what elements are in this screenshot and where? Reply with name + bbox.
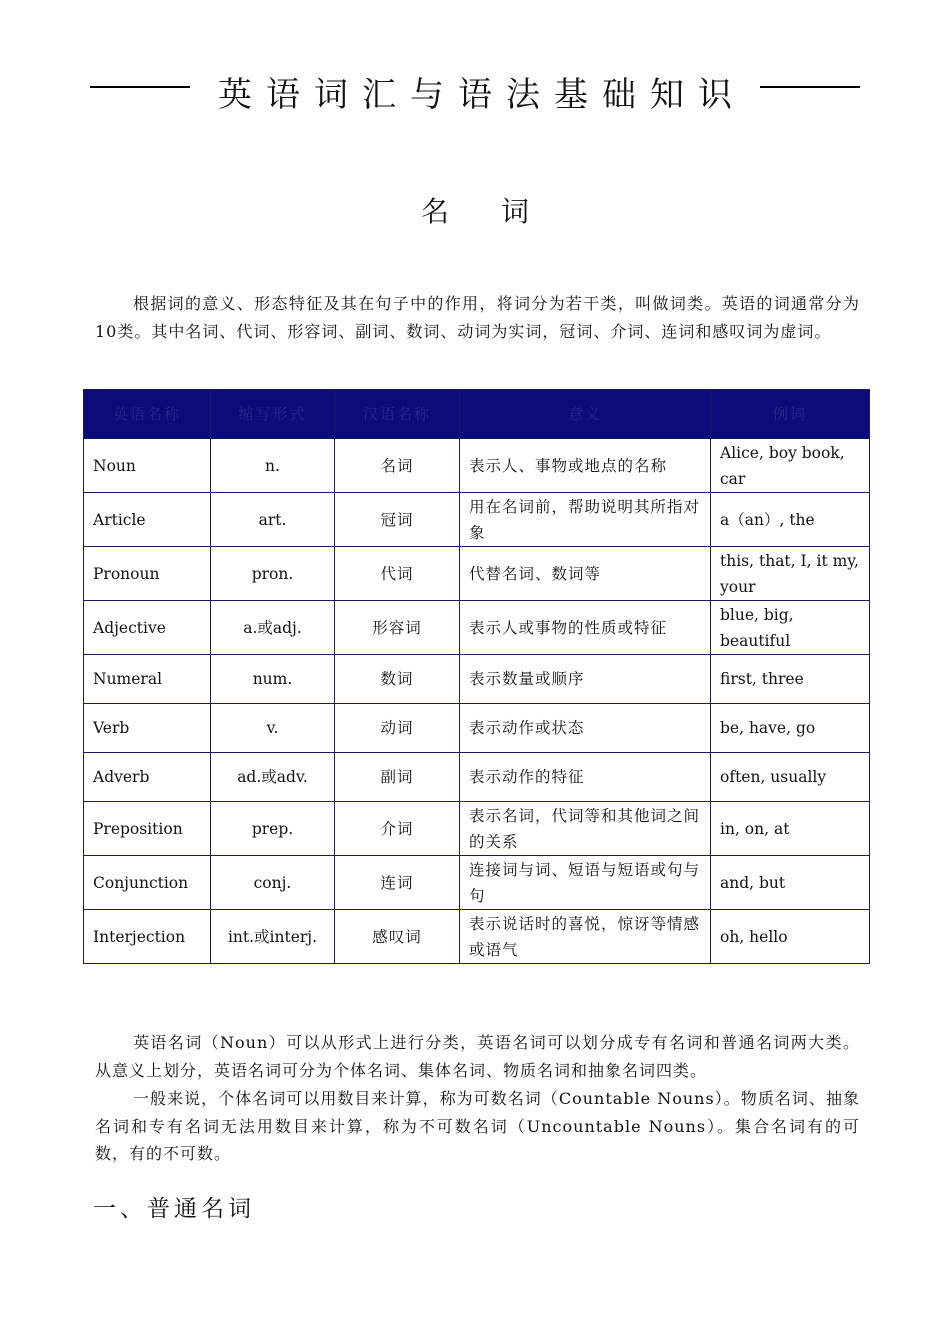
cell-english-name: Article	[84, 493, 211, 547]
table-row	[84, 493, 870, 547]
table-row	[84, 753, 870, 802]
cell-abbreviation: n.	[211, 439, 335, 493]
table-row	[84, 704, 870, 753]
cell-english-name: Adverb	[84, 753, 211, 802]
header-abbreviation: 缩写形式	[211, 390, 335, 439]
cell-examples: blue, big, beautiful	[711, 601, 870, 655]
cell-meaning: 表示动作或状态	[460, 704, 711, 753]
cell-examples: in, on, at	[711, 802, 870, 856]
cell-examples: and, but	[711, 856, 870, 910]
cell-chinese-name: 连词	[335, 856, 460, 910]
cell-meaning: 连接词与词、短语与短语或句与句	[460, 856, 711, 910]
cell-english-name: Verb	[84, 704, 211, 753]
cell-english-name: Noun	[84, 439, 211, 493]
table-header-row	[84, 390, 870, 439]
header-english-name: 英语名称	[84, 390, 211, 439]
cell-english-name: Interjection	[84, 910, 211, 964]
noun-classification-paragraph: 英语名词（Noun）可以从形式上进行分类，英语名词可以划分成专有名词和普通名词两大类。从意义上划分，英语名词可分为个体名词、集体名词、物质名词和抽象名词四类。	[95, 1033, 860, 1080]
cell-abbreviation: prep.	[211, 802, 335, 856]
cell-english-name: Adjective	[84, 601, 211, 655]
cell-meaning: 代替名词、数词等	[460, 547, 711, 601]
cell-abbreviation: pron.	[211, 547, 335, 601]
cell-chinese-name: 形容词	[335, 601, 460, 655]
document-title-text: 英语词汇与语法基础知识	[190, 75, 760, 115]
countable-nouns-paragraph: 一般来说，个体名词可以用数目来计算，称为可数名词（Countable Nouns）。物质名词、抽象名词和专有名词无法用数目来计算，称为不可数名词（Uncountable Nouns）。集合名词有的可数，有的不可数。	[95, 1089, 860, 1163]
table-row	[84, 601, 870, 655]
cell-chinese-name: 感叹词	[335, 910, 460, 964]
cell-meaning: 表示数量或顺序	[460, 655, 711, 704]
cell-examples: be, have, go	[711, 704, 870, 753]
table-row	[84, 655, 870, 704]
cell-examples: oh, hello	[711, 910, 870, 964]
table-row	[84, 439, 870, 493]
document-title	[90, 70, 860, 120]
table-row	[84, 910, 870, 964]
cell-meaning: 表示名词，代词等和其他词之间的关系	[460, 802, 711, 856]
cell-abbreviation: num.	[211, 655, 335, 704]
cell-chinese-name: 代词	[335, 547, 460, 601]
intro-paragraph: 根据词的意义、形态特征及其在句子中的作用，将词分为若干类，叫做词类。英语的词通常分为10类。其中名词、代词、形容词、副词、数词、动词为实词，冠词、介词、连词和感叹词为虚词。	[95, 294, 860, 341]
table-row	[84, 547, 870, 601]
cell-chinese-name: 动词	[335, 704, 460, 753]
cell-examples: first, three	[711, 655, 870, 704]
header-examples: 例词	[711, 390, 870, 439]
table-row	[84, 802, 870, 856]
cell-examples: often, usually	[711, 753, 870, 802]
cell-meaning: 表示人、事物或地点的名称	[460, 439, 711, 493]
header-chinese-name: 汉语名称	[335, 390, 460, 439]
cell-english-name: Pronoun	[84, 547, 211, 601]
cell-meaning: 表示人或事物的性质或特征	[460, 601, 711, 655]
section-title: 名词	[420, 195, 581, 228]
cell-english-name: Preposition	[84, 802, 211, 856]
cell-meaning: 表示动作的特征	[460, 753, 711, 802]
cell-meaning: 表示说话时的喜悦，惊讶等情感或语气	[460, 910, 711, 964]
cell-chinese-name: 数词	[335, 655, 460, 704]
cell-abbreviation: int.或interj.	[211, 910, 335, 964]
cell-chinese-name: 冠词	[335, 493, 460, 547]
word-class-table	[83, 389, 870, 964]
common-nouns-heading: 一、普通名词	[93, 1196, 255, 1222]
cell-examples: a（an）, the	[711, 493, 870, 547]
table-row	[84, 856, 870, 910]
cell-abbreviation: conj.	[211, 856, 335, 910]
cell-abbreviation: art.	[211, 493, 335, 547]
cell-abbreviation: ad.或adv.	[211, 753, 335, 802]
cell-chinese-name: 名词	[335, 439, 460, 493]
cell-english-name: Numeral	[84, 655, 211, 704]
cell-chinese-name: 介词	[335, 802, 460, 856]
header-meaning: 意义	[460, 390, 711, 439]
cell-abbreviation: v.	[211, 704, 335, 753]
cell-examples: Alice, boy book, car	[711, 439, 870, 493]
cell-chinese-name: 副词	[335, 753, 460, 802]
cell-examples: this, that, I, it my, your	[711, 547, 870, 601]
cell-english-name: Conjunction	[84, 856, 211, 910]
cell-meaning: 用在名词前，帮助说明其所指对象	[460, 493, 711, 547]
cell-abbreviation: a.或adj.	[211, 601, 335, 655]
